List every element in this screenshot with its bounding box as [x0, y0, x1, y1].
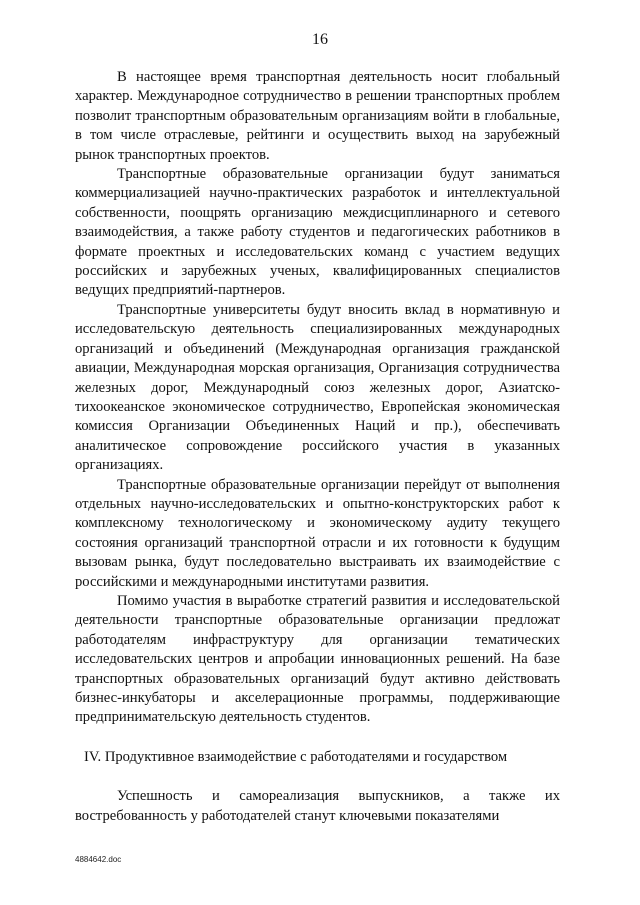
footer-file-reference: 4884642.doc — [75, 855, 122, 864]
paragraph-graduate-success: Успешность и самореализация выпускников, а также их востребованность у работодателей станут ключевыми показателями — [75, 788, 560, 824]
paragraph-international-organizations: Транспортные университеты будут вносить вклад в нормативную и исследовательскую деятельность специализированных международных организаций и объединений (Международная организация гражданской авиации, Международная морская организация, Организация сотрудничества железных дорог, Международный союз железных дорог, Азиатско-тихоокеанское экономическое сотрудничество, Европейская экономическая комиссия Организации Объединенных Наций и пр.), обеспечивать аналитическое сопровождение российского участия в указанных организациях. — [75, 301, 560, 474]
paragraph-commercialization: Транспортные образовательные организации будут заниматься коммерциализацией научно-практических разработок и интеллектуальной собственности, поощрять организацию междисциплинарного и сетевого взаимодействия, а также работу студентов и педагогических работников в формате проектных и исследовательских команд с участием ведущих российских и зарубежных ученых, квалифицированных специалистов ведущих предприятий-партнеров. — [75, 166, 560, 299]
page-number: 16 — [312, 31, 328, 48]
paragraph-global-character: В настоящее время транспортная деятельность носит глобальный характер. Международное сотрудничество в решении транспортных проблем позволит транспортным образовательным организациям войти в глобальные, в том числе отраслевые, рейтинги и осуществить выход на зарубежный рынок транспортных проектов. — [75, 69, 560, 163]
paragraph-infrastructure: Помимо участия в выработке стратегий развития и исследовательской деятельности транспортные образовательные организации предложат работодателям инфраструктуру для организации тематических исследовательских центров и апробации инновационных решений. На базе транспортных образовательных организаций будут активно действовать бизнес-инкубаторы и акселерационные программы, поддерживающие предпринимательскую деятельность студентов. — [75, 592, 560, 726]
paragraph-audit: Транспортные образовательные организации перейдут от выполнения отдельных научно-исследовательских и опытно-конструкторских работ к комплексному технологическому и экономическому аудиту текущего состояния организаций транспортной отрасли и их готовности к будущим вызовам рынка, будут последовательно выстраивать их взаимодействие с российскими и международными институтами развития. — [75, 476, 560, 590]
section-heading: IV. Продуктивное взаимодействие с работодателями и государством — [84, 748, 508, 765]
document-body — [75, 68, 560, 826]
